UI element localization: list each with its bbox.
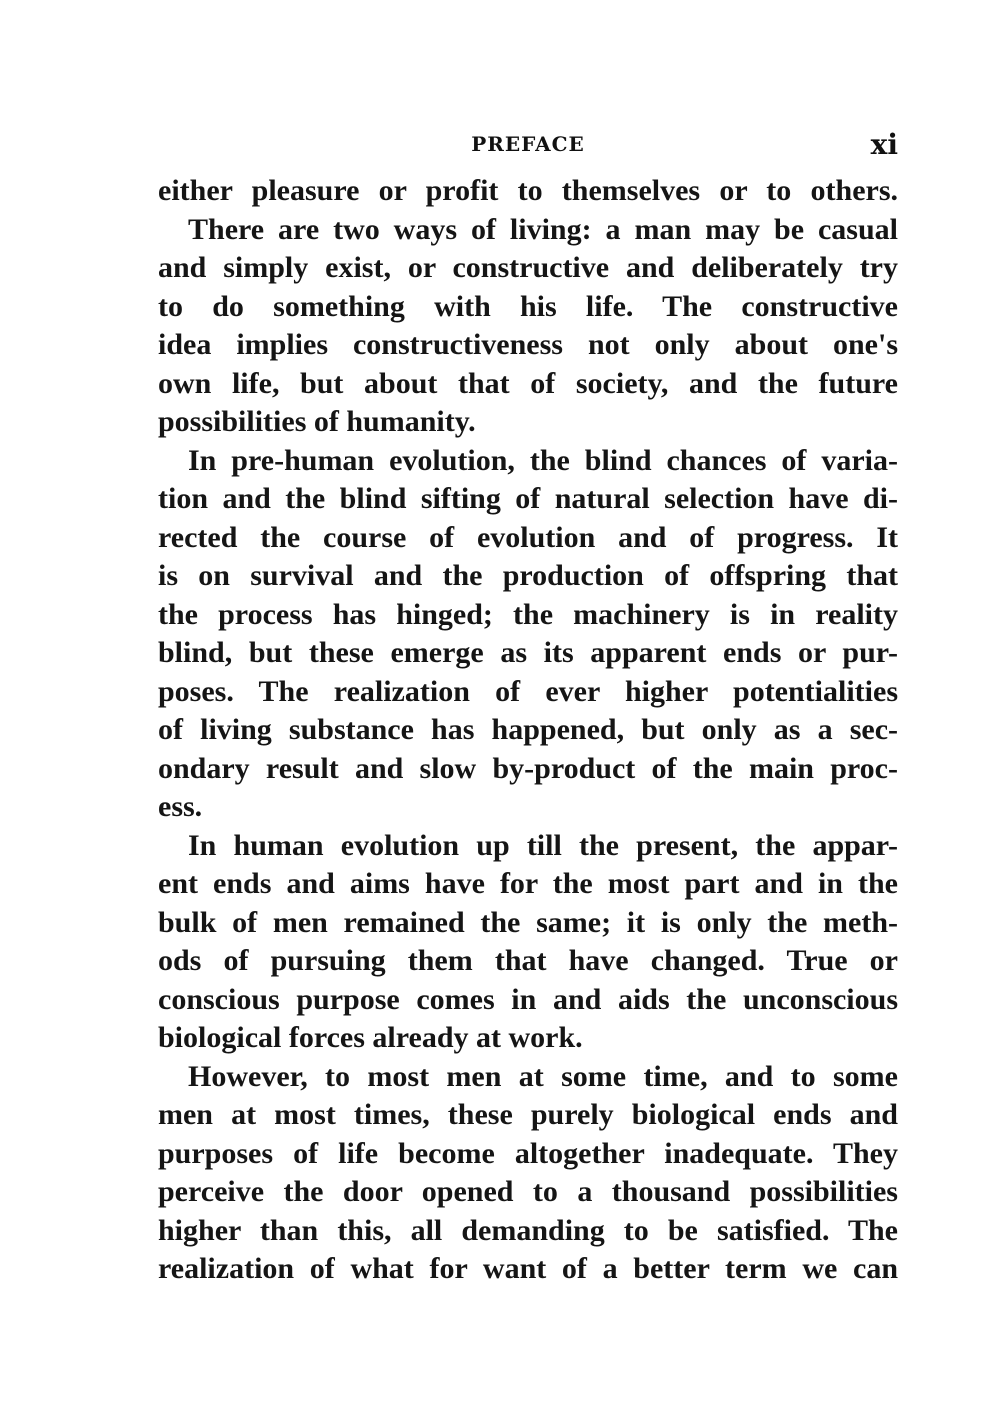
paragraph-first-line: In human evolution up till the present, the appar- — [188, 828, 898, 862]
paragraph-first-line: In pre-human evolution, the blind chances of varia- — [188, 443, 898, 477]
text-line: purposes of life become altogether inadequate. They — [158, 1136, 898, 1170]
text-line: and simply exist, or constructive and deliberately try — [158, 251, 898, 284]
text-line: tion and the blind sifting of natural selection have di- — [158, 482, 898, 515]
text-line: blind, but these emerge as its apparent ends or pur- — [158, 636, 898, 669]
text-line: to do something with his life. The constructive — [158, 289, 898, 323]
running-title: PREFACE — [471, 132, 585, 156]
text-line: either pleasure or profit to themselves or to others. — [158, 174, 898, 207]
text-line: ent ends and aims have for the most part and in the — [158, 867, 898, 900]
text-line: the process has hinged; the machinery is in reality — [158, 597, 898, 631]
paragraph-first-line: There are two ways of living: a man may be casual — [188, 212, 898, 246]
text-line: own life, but about that of society, and the future — [158, 366, 898, 400]
paragraph-first-line: However, to most men at some time, and to some — [188, 1059, 898, 1093]
text-line: bulk of men remained the same; it is only the meth- — [158, 905, 898, 939]
paragraph-last-line: possibilities of humanity. — [158, 405, 476, 438]
text-line: idea implies constructiveness not only about one's — [158, 328, 898, 361]
paragraph-last-line: biological forces already at work. — [158, 1021, 583, 1054]
text-line: higher than this, all demanding to be satisfied. The — [158, 1213, 898, 1247]
text-line: perceive the door opened to a thousand possibilities — [158, 1175, 898, 1208]
text-line: ondary result and slow by-product of the main proc- — [158, 751, 898, 785]
paragraph-last-line: ess. — [158, 790, 203, 823]
text-line: poses. The realization of ever higher potentialities — [158, 674, 898, 708]
page-header — [158, 128, 898, 168]
text-line: men at most times, these purely biological ends and — [158, 1098, 898, 1131]
text-line: conscious purpose comes in and aids the unconscious — [158, 982, 898, 1016]
text-line: realization of what for want of a better term we can — [158, 1252, 898, 1285]
text-line: ods of pursuing them that have changed. True or — [158, 944, 898, 977]
text-line: of living substance has happened, but only as a sec- — [158, 713, 898, 746]
text-line: rected the course of evolution and of progress. It — [158, 520, 898, 554]
body-text — [158, 172, 898, 1289]
page-number: xi — [870, 128, 898, 161]
text-line: is on survival and the production of offspring that — [158, 559, 898, 592]
